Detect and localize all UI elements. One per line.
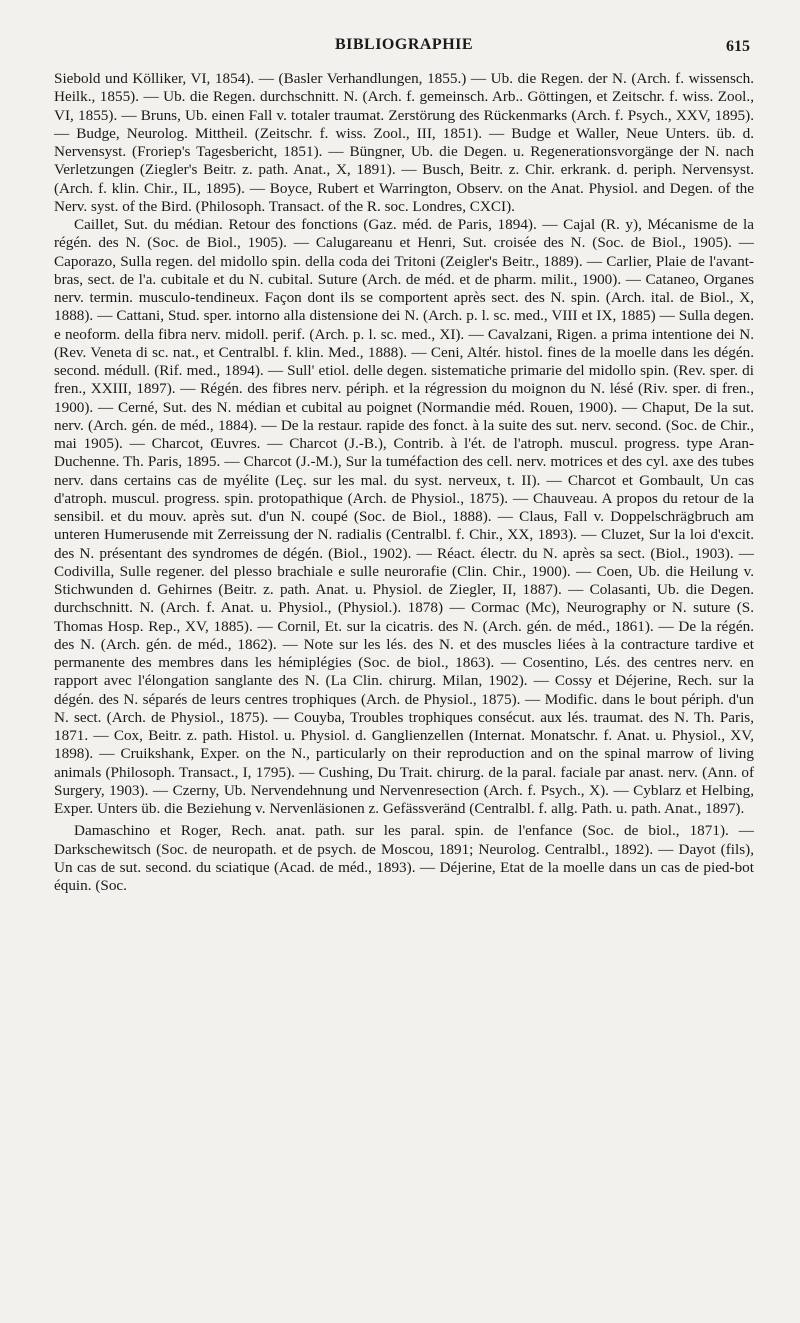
running-title: BIBLIOGRAPHIE xyxy=(334,36,474,53)
bibliography-text xyxy=(54,70,754,895)
page-number: 615 xyxy=(726,38,750,55)
bibliography-paragraph: Caillet, Sut. du médian. Retour des fonctions (Gaz. méd. de Paris, 1894). — Cajal (R. y), Mécanisme de la régén. des N. (Soc. de Biol., 1905). — Calugareanu et Henri, Sut. croisée des N. (Soc. de Biol., 1905). — Caporazo, Sulla regen. del midollo spin. della coda dei Tritoni (Zeigler's Beitr., 1889). — Carlier, Plaie de l'avant-bras, sect. de l'a. cubitale et du N. cubital. Suture (Arch. de méd. et de pharm. milit., 1900). — Cataneo, Organes nerv. termin. musculo-tendineux. Façon dont ils se comportent après sect. des N. spin. (Arch. ital. de Biol., X, 1888). — Cattani, Stud. sper. intorno alla distensione dei N. (Arch. p. l. sc. med., VIII et IX, 1885) — Sulla degen. e neoform. della fibra nerv. midoll. perif. (Arch. p. l. sc. med., XI). — Cavalzani, Rigen. a prima intentione dei N. (Rev. Veneta di sc. nat., et Centralbl. f. klin. Med., 1888). — Ceni, Altér. histol. fines de la moelle dans les dégén. second. médull. (Rif. med., 1894). — Sull' etiol. delle degen. sistematiche primarie del midollo spin. (Rev. sper. di fren., XXIII, 1897). — Régén. des fibres nerv. périph. et la régression du moignon du N. lésé (Riv. sper. di fren., 1900). — Cerné, Sut. des N. médian et cubital au poignet (Normandie méd. Rouen, 1900). — Chaput, De la sut. nerv. (Arch. gén. de méd., 1884). — De la restaur. rapide des fonct. à la suite des sut. nerv. second. (Soc. de Chir., mai 1905). — Charcot, Œuvres. — Charcot (J.-B.), Contrib. à l'ét. de l'atroph. muscul. progress. type Aran-Duchenne. Th. Paris, 1895. — Charcot (J.-M.), Sur la tuméfaction des cell. nerv. motrices et des cyl. axe des tubes nerv. dans certains cas de myélite (Leç. sur les mal. du syst. nerveux, t. II). — Charcot et Gombault, Un cas d'atroph. muscul. progress. spin. protopathique (Arch. de Physiol., 1875). — Chauveau. A propos du retour de la sensibil. et du mouv. après sut. d'un N. coupé (Soc. de Biol., 1888). — Claus, Fall v. Doppelschrägbruch am unteren Humerusende mit Zerreissung der N. radialis (Centralbl. f. Chir., XX, 1893). — Cluzet, Sur la loi d'excit. des N. présentant des syndromes de dégén. (Biol., 1902). — Réact. électr. du N. après sa sect. (Biol., 1903). — Codivilla, Sulle regener. del plesso brachiale e sulle neurorafie (Clin. Chir., 1900). — Coen, Ub. die Heilung v. Stichwunden d. Gehirnes (Beitr. z. path. Anat. u. Physiol. de Ziegler, II, 1887). — Colasanti, Ub. die Degen. durchschnitt. N. (Arch. f. Anat. u. Physiol., (Physiol.). 1878) — Cormac (Mc), Neurography or N. suture (S. Thomas Hosp. Rep., XV, 1885). — Cornil, Et. sur la cicatris. des N. (Arch. gén. de méd., 1861). — De la régén. des N. (Arch. gén. de méd., 1862). — Note sur les lés. des N. et des muscles liées à la contracture tardive et permanente des membres dans les hémiplégies (Soc. de biol., 1863). — Cosentino, Lés. des centres nerv. en rapport avec l'élongation sanglante des N. (La Clin. chirurg. Milan, 1902). — Cossy et Déjerine, Rech. sur la dégén. des N. séparés de leurs centres trophiques (Arch. de Physiol., 1875). — Modific. dans le bout périph. d'un N. sect. (Arch. de Physiol., 1875). — Couyba, Troubles trophiques consécut. aux lés. traumat. des N. Th. Paris, 1871. — Cox, Beitr. z. path. Histol. u. Physiol. d. Ganglienzellen (Internat. Monatschr. f. Anat. u. Physiol., XV, 1898). — Cruikshank, Exper. on the N., particularly on their reproduction and on the spinal marrow of living animals (Philosoph. Transact., I, 1795). — Cushing, Du Trait. chirurg. de la paral. faciale par anast. nerv. (Ann. of Surgery, 1903). — Czerny, Ub. Nervendehnung und Nervenresection (Arch. f. Psych., X). — Cyblarz et Helbing, Exper. Unters üb. die Beziehung v. Nervenläsionen z. Gefässveränd (Centralbl. f. allg. Path. u. path. Anat., 1897). xyxy=(54,216,754,817)
running-header xyxy=(54,36,754,70)
bibliography-paragraph: Damaschino et Roger, Rech. anat. path. sur les paral. spin. de l'enfance (Soc. de biol., 1871). — Darkschewitsch (Soc. de neuropath. et de psych. de Moscou, 1891; Neurolog. Centralbl., 1892). — Dayot (fils), Un cas de sut. second. du sciatique (Acad. de méd., 1893). — Déjerine, Etat de la moelle dans un cas de pied-bot équin. (Soc. xyxy=(54,822,754,894)
bibliography-paragraph: Siebold und Kölliker, VI, 1854). — (Basler Verhandlungen, 1855.) — Ub. die Regen. der N. (Arch. f. wissensch. Heilk., 1855). — Ub. die Regen. durchschnitt. N. (Arch. f. gemeinsch. Arb.. Göttingen, et Zeitschr. f. wiss. Zool., VI, 1855). — Bruns, Ub. einen Fall v. totaler traumat. Zerstörung des Rückenmarks (Arch. f. Psych., XXV, 1895). — Budge, Neurolog. Mittheil. (Zeitschr. f. wiss. Zool., III, 1851). — Budge et Waller, Neue Unters. üb. d. Nervensyst. (Froriep's Tagesbericht, 1851). — Büngner, Ub. die Degen. u. Regenerationsvorgänge der N. nach Verletzungen (Ziegler's Beitr. z. path. Anat., X, 1891). — Busch, Beitr. z. Chir. erkrank. d. periph. Nervensyst. (Arch. f. klin. Chir., IL, 1895). — Boyce, Rubert et Warrington, Observ. on the Anat. Physiol. and Degen. of the Nerv. syst. of the Bird. (Philosoph. Transact. of the R. soc. Londres, CXCI). xyxy=(54,70,754,215)
